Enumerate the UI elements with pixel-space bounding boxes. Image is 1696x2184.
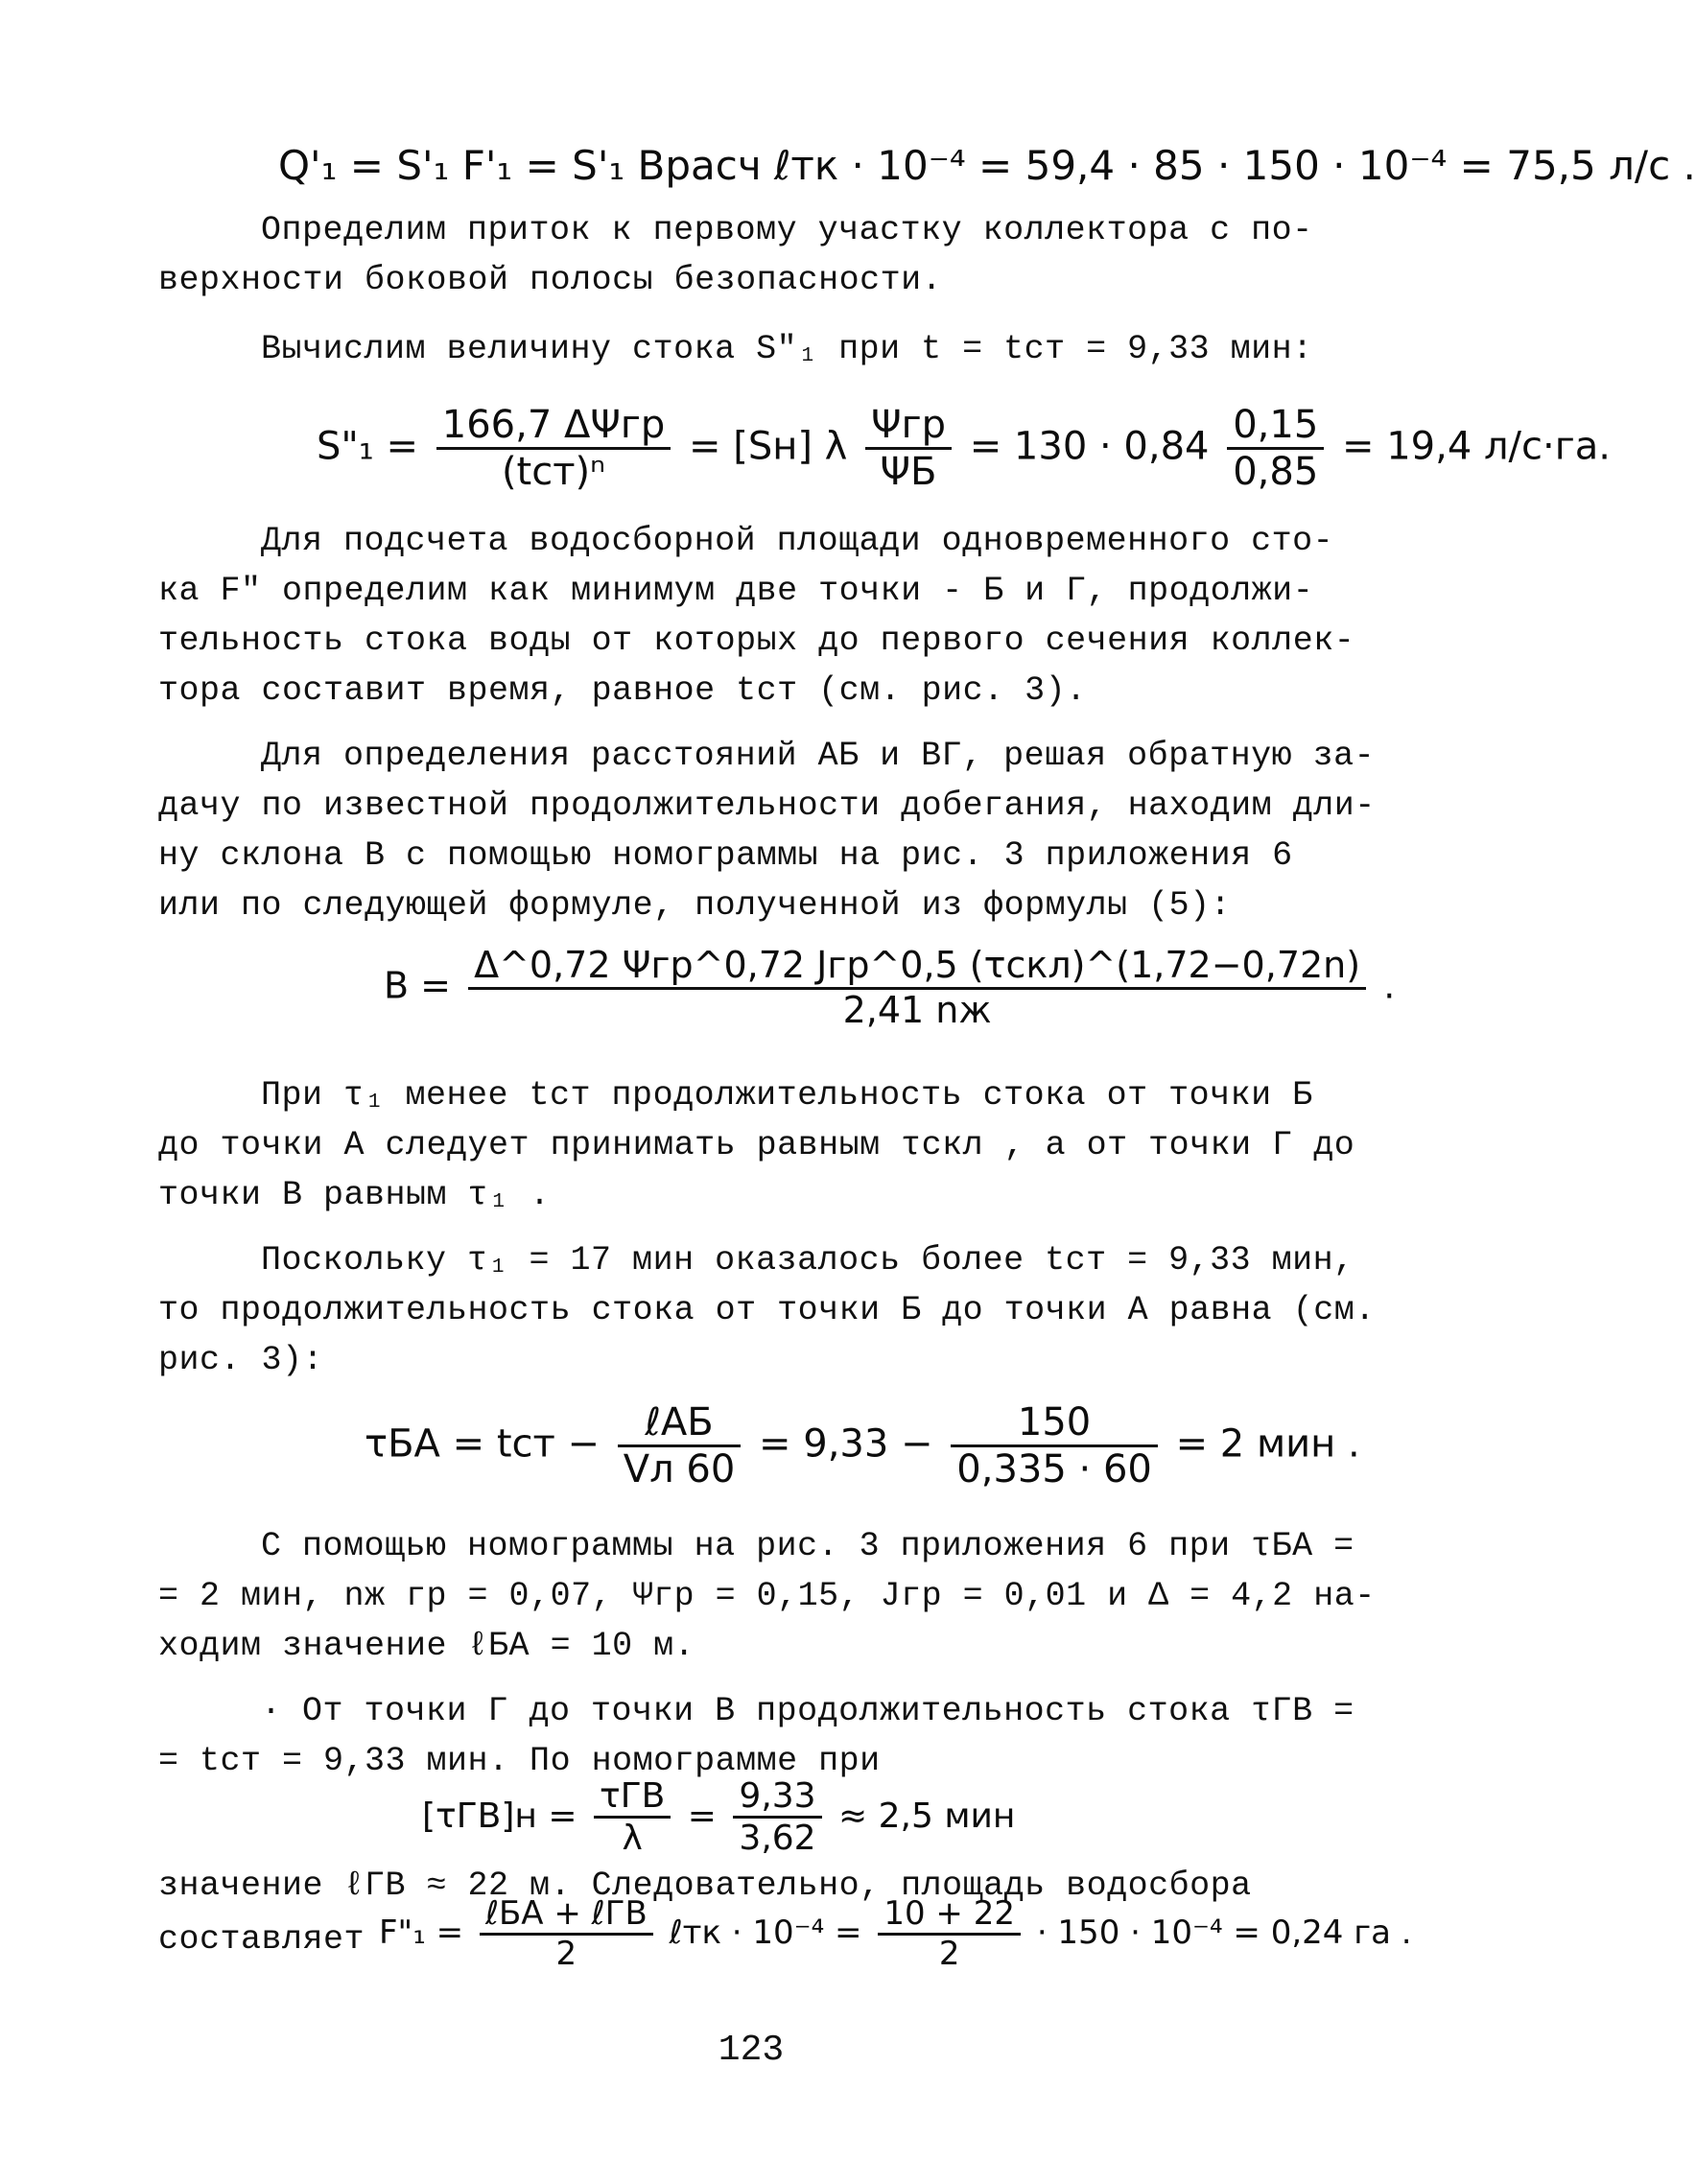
p7-line-2: = 2 мин, nж гр = 0,07, Ψгр = 0,15, Jгр = 0,01 и Δ = 4,2 на- (158, 1577, 1376, 1615)
formula-tba-frac2 (951, 1400, 1158, 1491)
formula-f1-rhs: · 150 · 10⁻⁴ = 0,24 га . (1036, 1914, 1412, 1953)
formula-s1-frac3 (1227, 403, 1324, 494)
formula-f1-mid: ℓтк · 10⁻⁴ = (669, 1914, 862, 1953)
p3-line-3: тельность стока воды от которых до первого сечения коллек- (158, 622, 1355, 660)
formula-tgv-frac2 (733, 1776, 821, 1859)
p7-line-3: ходим значение ℓБА = 10 м. (158, 1627, 695, 1665)
formula-tba-num2: 150 (951, 1400, 1158, 1447)
p5-line-1: При τ₁ менее tст продолжительность стока от точки Б (261, 1076, 1313, 1115)
formula-b (384, 945, 1395, 1031)
p4-line-4: или по следующей формуле, полученной из формулы (5): (158, 886, 1232, 925)
formula-tgv-den: λ (622, 1819, 643, 1859)
formula-s1 (317, 403, 1611, 494)
formula-s1-frac1-num: 166,7 ΔΨгр (436, 403, 671, 450)
p8-line-1: · От точки Г до точки В продолжительность стока τГВ = (261, 1692, 1354, 1730)
formula-tba-rhs: = 2 мин . (1175, 1421, 1360, 1467)
formula-s1-mid: = [Sн] λ (688, 424, 848, 469)
formula-b-num: Δ^0,72 Ψгр^0,72 Jгр^0,5 (τскл)^(1,72−0,72n) (468, 945, 1366, 990)
formula-tgv-lhs: [τГВ]н = (422, 1796, 577, 1836)
formula-tba-lhs: τБА = tст − (365, 1421, 601, 1467)
p1-line-2: верхности боковой полосы безопасности. (158, 261, 943, 299)
p6-line-2: то продолжительность стока от точки Б до точки А равна (см. (158, 1291, 1376, 1329)
formula-f1-num: ℓБА + ℓГВ (480, 1895, 653, 1936)
formula-f1-den: 2 (555, 1935, 577, 1974)
formula-s1-frac1 (436, 403, 671, 494)
formula-f1-den2: 2 (938, 1935, 960, 1974)
p9-line: значение ℓГВ ≈ 22 м. Следовательно, площадь водосбора (158, 1867, 1252, 1905)
formula-tba-den: Vл 60 (623, 1447, 736, 1491)
formula-tgv-num: τГВ (594, 1776, 671, 1819)
formula-b-frac (468, 945, 1366, 1031)
formula-tgv-num2: 9,33 (733, 1776, 821, 1819)
formula-b-tail: . (1383, 964, 1396, 1007)
p8-line-2: = tст = 9,33 мин. По номограмме при (158, 1742, 881, 1780)
formula-f1-lhs: F"₁ = (379, 1914, 464, 1953)
p4-line-3: ну склона В с помощью номограммы на рис. 3 приложения 6 (158, 836, 1293, 875)
formula-tgv (422, 1776, 1015, 1859)
p6-line-3: рис. 3): (158, 1341, 324, 1379)
formula-f1-num2: 10 + 22 (878, 1895, 1021, 1936)
p5-line-3: точки В равным τ₁ . (158, 1176, 551, 1214)
formula-tba (365, 1400, 1360, 1491)
formula-tba-num: ℓАБ (618, 1400, 742, 1447)
page-number: 123 (718, 2030, 785, 2071)
p2-line: Вычислим величину стока S"₁ при t = tст = 9,33 мин: (261, 330, 1313, 368)
formula-s1-frac1-den: (tст)ⁿ (501, 450, 606, 494)
p6-line-1: Поскольку τ₁ = 17 мин оказалось более tст = 9,33 мин, (261, 1241, 1354, 1280)
p3-line-4: тора составит время, равное tст (см. рис. 3). (158, 671, 1087, 710)
formula-tgv-rhs: ≈ 2,5 мин (838, 1796, 1016, 1836)
p3-line-2: ка F" определим как минимум две точки - Б и Г, продолжи- (158, 572, 1314, 610)
p7-line-1: С помощью номограммы на рис. 3 приложения 6 при τБА = (261, 1527, 1354, 1565)
formula-s1-rhs: = 19,4 л/с·га. (1341, 424, 1611, 469)
formula-tgv-mid: = (687, 1796, 717, 1836)
p5-line-2: до точки А следует принимать равным τскл , а от точки Г до (158, 1126, 1355, 1164)
formula-b-lhs: B = (384, 964, 451, 1007)
formula-tba-mid: = 9,33 − (759, 1421, 933, 1467)
formula-s1-frac2-den: ΨБ (880, 450, 937, 494)
formula-s1-frac2-num: Ψгр (865, 403, 952, 450)
p10-label: составляет (158, 1920, 365, 1959)
formula-f1-frac1 (480, 1895, 653, 1973)
formula-s1-frac3-num: 0,15 (1227, 403, 1324, 450)
formula-s1-frac3-den: 0,85 (1233, 450, 1319, 494)
formula-f1 (379, 1895, 1412, 1973)
p3-line-1: Для подсчета водосборной площади одновременного сто- (261, 522, 1334, 560)
formula-s1-mid2: = 130 · 0,84 (969, 424, 1210, 469)
formula-b-den: 2,41 nж (842, 988, 992, 1031)
formula-q1 (278, 142, 1696, 189)
formula-f1-frac2 (878, 1895, 1021, 1973)
p4-line-1: Для определения расстояний АБ и ВГ, решая обратную за- (261, 737, 1376, 775)
formula-tgv-den2: 3,62 (739, 1819, 816, 1859)
formula-s1-frac2 (865, 403, 952, 494)
formula-tgv-frac1 (594, 1776, 671, 1859)
formula-s1-lhs: S"₁ = (317, 424, 419, 469)
formula-tba-frac1 (618, 1400, 742, 1491)
formula-q1-text: Q'₁ = S'₁ F'₁ = S'₁ Bрасч ℓтк · 10⁻⁴ = 59,4 · 85 · 150 · 10⁻⁴ = 75,5 л/с . (278, 142, 1696, 189)
p4-line-2: дачу по известной продолжительности добегания, находим дли- (158, 787, 1376, 825)
formula-tba-den2: 0,335 · 60 (956, 1447, 1152, 1491)
p1-line-1: Определим приток к первому участку коллектора с по- (261, 211, 1313, 249)
